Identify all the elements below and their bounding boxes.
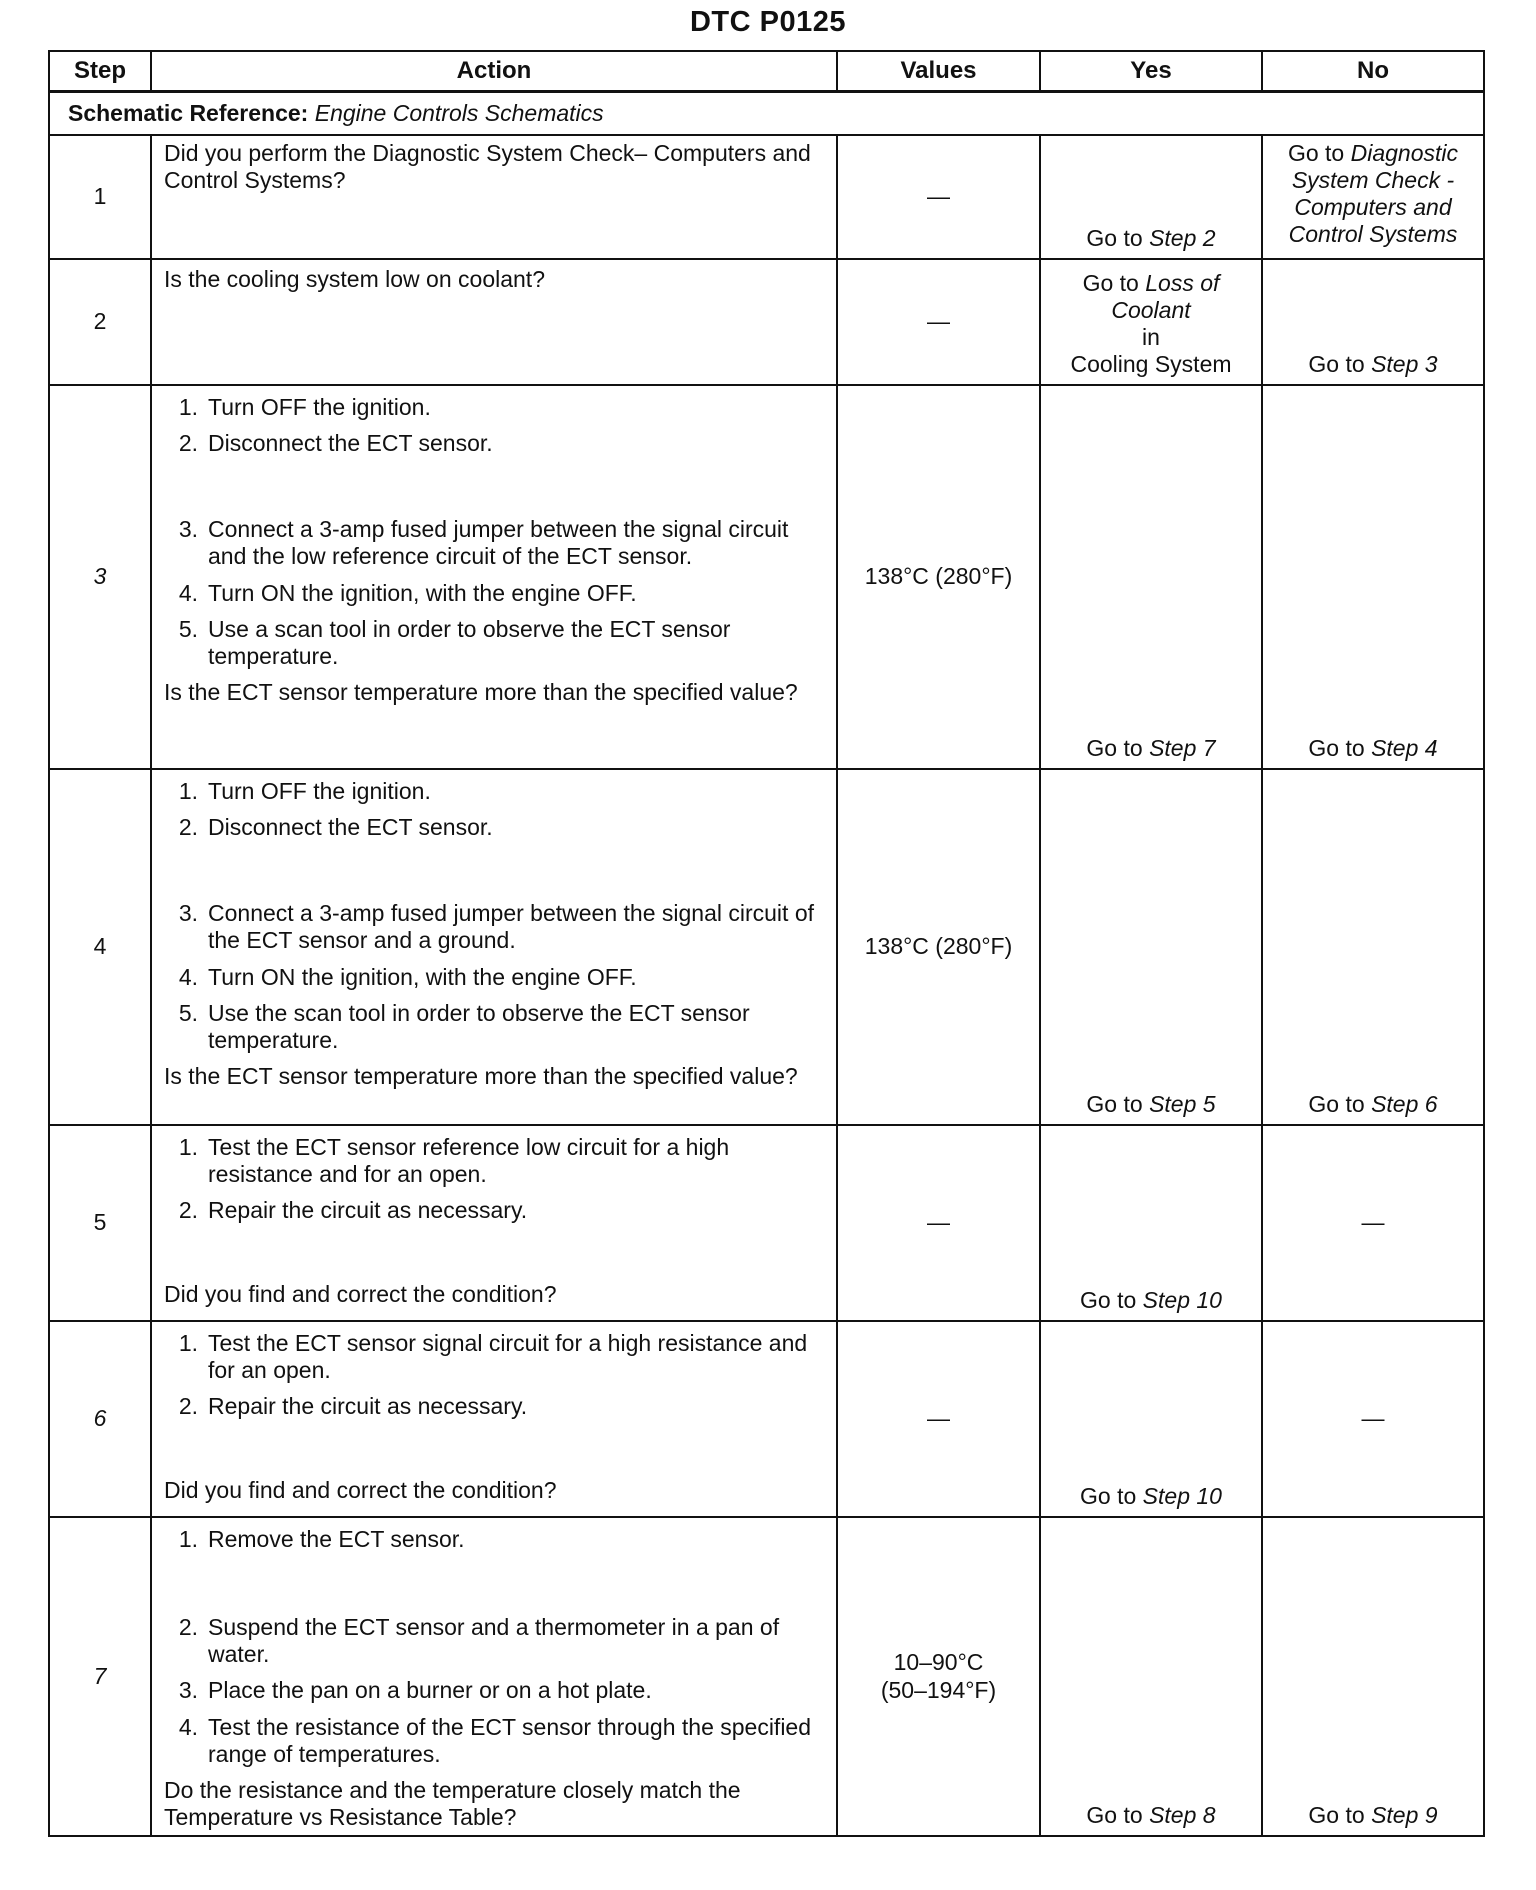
schematic-reference-row [49,92,1484,136]
yes-link[interactable]: Step 5 [1149,1090,1216,1117]
yes-cell [1040,1125,1262,1321]
values-line-2: (50–194°F) [880,1676,997,1703]
header-action: Action [151,51,837,92]
action-cell [151,769,837,1125]
values-cell: — [837,1321,1040,1517]
list-item: 4. Test the resistance of the ECT sensor through the specified range of temperatures. [178,1713,812,1767]
yes-cell [1040,135,1262,259]
list-item: 5. Use a scan tool in order to observe the ECT sensor temperature. [178,615,731,669]
action-text: Is the cooling system low on coolant? [164,266,545,292]
yes-cell [1040,769,1262,1125]
action-question: Do the resistance and the temperature closely match the Temperature vs Resistance Table? [164,1776,741,1830]
values-cell: 138°C (280°F) [837,769,1040,1125]
list-item: 2. Repair the circuit as necessary. [178,1393,528,1420]
step-number: 2 [49,259,151,385]
header-no: No [1262,51,1484,92]
action-steps [164,1330,830,1420]
list-item: 1. Test the ECT sensor reference low circuit for a high resistance and for an open. [178,1134,730,1188]
yes-cell [1040,259,1262,385]
header-yes: Yes [1040,51,1262,92]
no-link[interactable]: Step 3 [1371,350,1438,377]
table-row [49,1125,1484,1321]
yes-prefix: Go to [1086,224,1143,251]
yes-link[interactable]: Loss of Coolant [1111,269,1220,323]
action-cell [151,1125,837,1321]
action-steps [164,778,830,1054]
no-cell: — [1262,1125,1484,1321]
document-title: DTC P0125 [689,6,846,38]
action-question: Is the ECT sensor temperature more than the specified value? [164,678,798,705]
yes-link[interactable]: Step 7 [1149,734,1216,761]
action-question: Is the ECT sensor temperature more than the specified value? [164,1062,798,1089]
step-number: 1 [49,135,151,259]
schematic-reference-link[interactable]: Engine Controls Schematics [314,99,604,126]
step-number: 3 [49,385,151,769]
table-row [49,259,1484,385]
yes-prefix: Go to [1086,1801,1143,1828]
schematic-reference-label: Schematic Reference: [68,99,309,126]
list-item: 2. Disconnect the ECT sensor. [178,814,493,841]
action-text: Did you perform the Diagnostic System Check– Computers and Control Systems? [164,140,811,194]
values-line-1: 10–90°C [893,1649,984,1676]
action-cell [151,259,837,385]
table-row [49,1321,1484,1517]
no-link[interactable]: Step 4 [1371,734,1438,761]
table-row [49,135,1484,259]
diagnostic-table [48,50,1485,1837]
values-cell [837,1517,1040,1836]
no-cell: — [1262,1321,1484,1517]
list-item: 3. Connect a 3-amp fused jumper between the signal circuit and the low reference circuit of the ECT sensor. [178,516,789,570]
yes-prefix: Go to [1086,1090,1143,1117]
table-row [49,385,1484,769]
action-steps [164,394,830,670]
list-item: 3. Place the pan on a burner or on a hot plate. [178,1677,652,1704]
step-number: 5 [49,1125,151,1321]
yes-prefix: Go to [1080,1482,1137,1509]
no-prefix: Go to [1308,1801,1365,1828]
list-item: 5. Use the scan tool in order to observe the ECT sensor temperature. [178,999,750,1053]
no-cell [1262,385,1484,769]
table-row [49,1517,1484,1836]
no-link[interactable]: Step 9 [1371,1801,1438,1828]
list-item: 2. Disconnect the ECT sensor. [178,430,493,457]
no-prefix: Go to [1308,350,1365,377]
list-item: 4. Turn ON the ignition, with the engine OFF. [178,579,637,606]
yes-link[interactable]: Step 2 [1149,224,1216,251]
action-cell [151,1321,837,1517]
no-cell [1262,1517,1484,1836]
step-number: 4 [49,769,151,1125]
yes-cell [1040,1517,1262,1836]
no-link[interactable]: Diagnostic System Check - Computers and Control Systems [1288,140,1459,248]
no-prefix: Go to [1308,734,1365,761]
no-cell [1262,259,1484,385]
no-cell [1262,135,1484,259]
yes-prefix: Go to [1080,1286,1137,1313]
no-prefix: Go to [1287,140,1345,166]
no-cell [1262,769,1484,1125]
list-item: 2. Suspend the ECT sensor and a thermometer in a pan of water. [178,1614,780,1668]
list-item: 2. Repair the circuit as necessary. [178,1197,528,1224]
values-cell: — [837,1125,1040,1321]
yes-cell [1040,385,1262,769]
action-steps [164,1134,830,1224]
list-item: 1. Remove the ECT sensor. [178,1526,465,1552]
no-prefix: Go to [1308,1090,1365,1117]
yes-prefix: Go to [1086,734,1143,761]
no-link[interactable]: Step 6 [1371,1090,1438,1117]
list-item: 3. Connect a 3-amp fused jumper between the signal circuit of the ECT sensor and a ground. [178,900,814,954]
step-number: 6 [49,1321,151,1517]
yes-link[interactable]: Step 10 [1142,1482,1222,1509]
action-question: Did you find and correct the condition? [164,1281,557,1308]
header-values: Values [837,51,1040,92]
list-item: 1. Turn OFF the ignition. [178,394,431,420]
step-number: 7 [49,1517,151,1836]
list-item: 1. Test the ECT sensor signal circuit for a high resistance and for an open. [178,1330,808,1384]
yes-mid: in [1142,323,1160,350]
header-step: Step [49,51,151,92]
table-row [49,769,1484,1125]
action-steps [164,1526,830,1768]
yes-link[interactable]: Step 10 [1142,1286,1222,1313]
values-cell: 138°C (280°F) [837,385,1040,769]
action-question: Did you find and correct the condition? [164,1477,557,1504]
values-cell: — [837,135,1040,259]
action-cell [151,385,837,769]
action-cell [151,135,837,259]
yes-cell [1040,1321,1262,1517]
list-item: 4. Turn ON the ignition, with the engine OFF. [178,963,637,990]
yes-suffix: Cooling System [1070,350,1232,377]
action-cell [151,1517,837,1836]
yes-prefix: Go to [1082,269,1139,296]
values-cell: — [837,259,1040,385]
yes-link[interactable]: Step 8 [1149,1801,1216,1828]
header-row [49,51,1484,92]
list-item: 1. Turn OFF the ignition. [178,778,431,804]
schematic-reference [49,92,1484,136]
